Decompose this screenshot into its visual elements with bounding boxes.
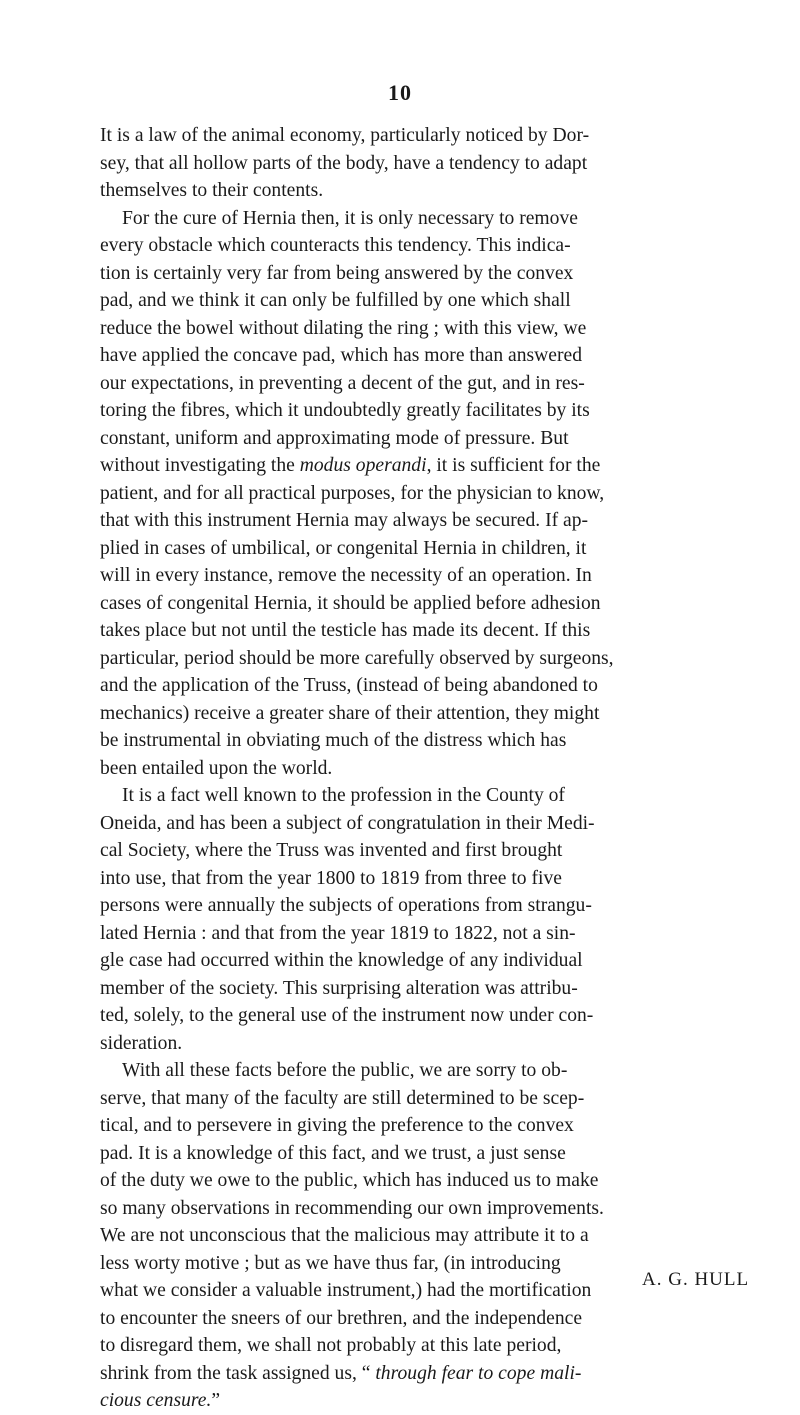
- text-line: less worty motive ; but as we have thus far, (in introducing: [100, 1252, 561, 1274]
- text-line: reduce the bowel without dilating the ring ; with this view, we: [100, 317, 587, 339]
- text-line: to disregard them, we shall not probably at this late period,: [100, 1335, 562, 1356]
- author-signature: A. G. HULL: [642, 1269, 750, 1290]
- text-line: gle case had occurred within the knowledge of any individual: [100, 950, 583, 971]
- text-line: been entailed upon the world.: [100, 757, 333, 779]
- text-line: member of the society. This surprising alteration was attribu-: [100, 977, 578, 999]
- text-line: pad, and we think it can only be fulfilled by one which shall: [100, 290, 571, 311]
- text-line: serve, that many of the faculty are still determined to be scep-: [100, 1087, 585, 1109]
- text-line: plied in cases of umbilical, or congenital Hernia in children, it: [100, 537, 587, 559]
- text-line: sideration.: [100, 1032, 183, 1054]
- page-number: 10: [388, 80, 412, 105]
- text-line: of the duty we owe to the public, which has induced us to make: [100, 1170, 599, 1191]
- text-line: shrink from the task assigned us, “ through fear to cope mali-: [100, 1362, 582, 1384]
- text-line: tical, and to persevere in giving the preference to the convex: [100, 1115, 574, 1136]
- text-line: be instrumental in obviating much of the distress which has: [100, 730, 567, 751]
- text-line: takes place but not until the testicle has made its decent. If this: [100, 620, 591, 641]
- text-line: will in every instance, remove the necessity of an operation. In: [100, 565, 592, 586]
- text-line: tion is certainly very far from being answered by the convex: [100, 262, 574, 284]
- text-line: and the application of the Truss, (instead of being abandoned to: [100, 675, 598, 696]
- text-line: that with this instrument Hernia may always be secured. If ap-: [100, 510, 589, 531]
- text-line: toring the fibres, which it undoubtedly greatly facilitates by its: [100, 400, 590, 421]
- text-line: persons were annually the subjects of operations from strangu-: [100, 895, 592, 916]
- body-text: [100, 122, 800, 1415]
- text-line: It is a law of the animal economy, particularly noticed by Dor-: [100, 125, 590, 146]
- text-line: so many observations in recommending our own improvements.: [100, 1197, 604, 1219]
- text-line: lated Hernia : and that from the year 1819 to 1822, not a sin-: [100, 922, 576, 944]
- italic-phrase: cious censure.: [100, 1390, 212, 1411]
- text-line: what we consider a valuable instrument,) had the mortification: [100, 1280, 592, 1301]
- text-line: Oneida, and has been a subject of congratulation in their Medi-: [100, 812, 595, 834]
- text-line: sey, that all hollow parts of the body, have a tendency to adapt: [100, 152, 588, 174]
- text-line: particular, period should be more carefully observed by surgeons,: [100, 647, 614, 669]
- text-line: have applied the concave pad, which has more than answered: [100, 345, 583, 366]
- text-line: ted, solely, to the general use of the instrument now under con-: [100, 1005, 594, 1026]
- text-line: mechanics) receive a greater share of their attention, they might: [100, 702, 600, 724]
- text-line: For the cure of Hernia then, it is only necessary to remove: [122, 207, 578, 229]
- text-line: It is a fact well known to the profession in the County of: [122, 785, 565, 806]
- text-line: themselves to their contents.: [100, 180, 324, 201]
- text-line: to encounter the sneers of our brethren, and the independence: [100, 1307, 583, 1329]
- text-line: cases of congenital Hernia, it should be applied before adhesion: [100, 592, 601, 614]
- text-line: cious censure.”: [100, 1390, 221, 1411]
- italic-phrase: modus operandi: [299, 455, 427, 476]
- text-line: pad. It is a knowledge of this fact, and we trust, a just sense: [100, 1142, 566, 1164]
- text-line: With all these facts before the public, we are sorry to ob-: [122, 1060, 568, 1081]
- italic-phrase: through fear to cope mali-: [375, 1362, 582, 1384]
- text-line: into use, that from the year 1800 to 1819 from three to five: [100, 867, 562, 889]
- text-line: constant, uniform and approximating mode of pressure. But: [100, 427, 569, 449]
- text-line: cal Society, where the Truss was invented and first brought: [100, 840, 563, 861]
- text-line: every obstacle which counteracts this tendency. This indica-: [100, 235, 571, 256]
- text-line: patient, and for all practical purposes, for the physician to know,: [100, 482, 605, 504]
- text-line: our expectations, in preventing a decent of the gut, and in res-: [100, 372, 585, 394]
- text-line: without investigating the modus operandi, it is sufficient for the: [100, 455, 601, 476]
- text-line: We are not unconscious that the malicious may attribute it to a: [100, 1225, 589, 1246]
